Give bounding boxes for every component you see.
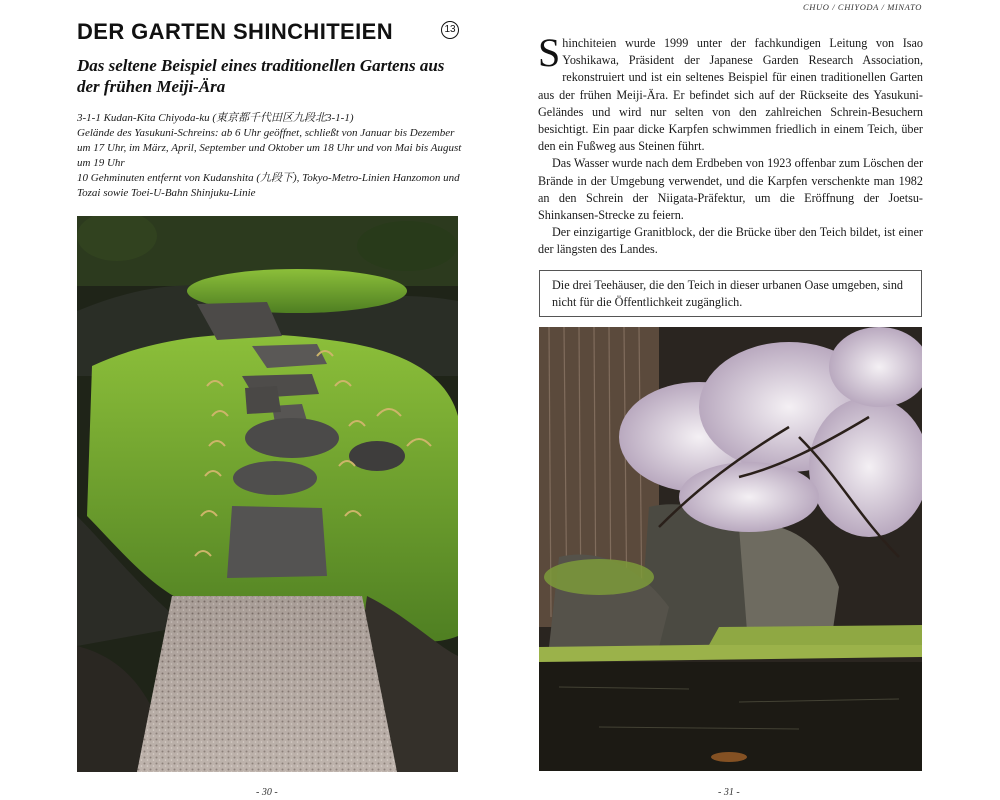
page-title: DER GARTEN SHINCHITEIEN [77, 19, 393, 44]
practical-info [77, 111, 467, 201]
body-text [538, 30, 923, 259]
body-paragraph-2: Das Wasser wurde nach dem Erdbeben von 1923 offenbar zum Löschen der Brände in der Umgebung verwendet, und die Karpfen verschenkte man 1982 an den Schrein der Niigata-Präfektur, um die Eröffnung der Joetsu-Shinkansen-Strecke zu feiern. [538, 156, 923, 223]
cherry-blossom-photo [539, 327, 922, 771]
info-opening-hours: Gelände des Yasukuni-Schreins: ab 6 Uhr geöffnet, schließt von Januar bis Dezember um 17 Uhr, im März, April, September und Oktober um 18 Uhr und von Mai bis August um 19 Uhr [77, 127, 462, 169]
page-number-left: - 30 - [256, 787, 278, 798]
garden-path-photo [77, 216, 458, 772]
garden-path-illustration [77, 216, 458, 772]
info-address: 3-1-1 Kudan-Kita Chiyoda-ku (東京都千代田区九段北3-1-1) [77, 112, 354, 124]
running-head: CHUO / CHIYODA / MINATO [803, 2, 922, 12]
page-subtitle: Das seltene Beispiel eines traditionellen Gartens aus der frühen Meiji-Ära [77, 56, 445, 96]
info-access: 10 Gehminuten entfernt von Kudanshita (九段下), Tokyo-Metro-Linien Hanzomon und Tozai sowie Toei-U-Bahn Shinjuku-Linie [77, 172, 460, 199]
body-paragraph-1: Shinchiteien wurde 1999 unter der fachkundigen Leitung von Isao Yoshikawa, Präsident der Japanese Garden Research Association, rekonstruiert und ist ein seltenes Beispiel für einen traditionellen Garten aus der frühen Meiji-Ära. Er befindet sich auf der Rückseite des Yasukuni-Geländes und wird nur selten von den zahlreichen Schrein-Besuchern besichtigt. Ein paar dicke Karpfen schwimmen friedlich in einem Teich, über den ein Fußweg aus Steinen führt. [538, 30, 923, 154]
body-paragraph-3: Der einzigartige Granitblock, der die Brücke über den Teich bildet, ist einer der längsten des Landes. [538, 225, 923, 257]
location-number-badge: 13 [441, 21, 459, 39]
cherry-blossom-illustration [539, 327, 922, 771]
drop-cap: S [538, 30, 561, 75]
page-number-right: - 31 - [718, 787, 740, 798]
callout-box: Die drei Teehäuser, die den Teich in dieser urbanen Oase umgeben, sind nicht für die Öffentlichkeit zugänglich. [539, 270, 922, 317]
